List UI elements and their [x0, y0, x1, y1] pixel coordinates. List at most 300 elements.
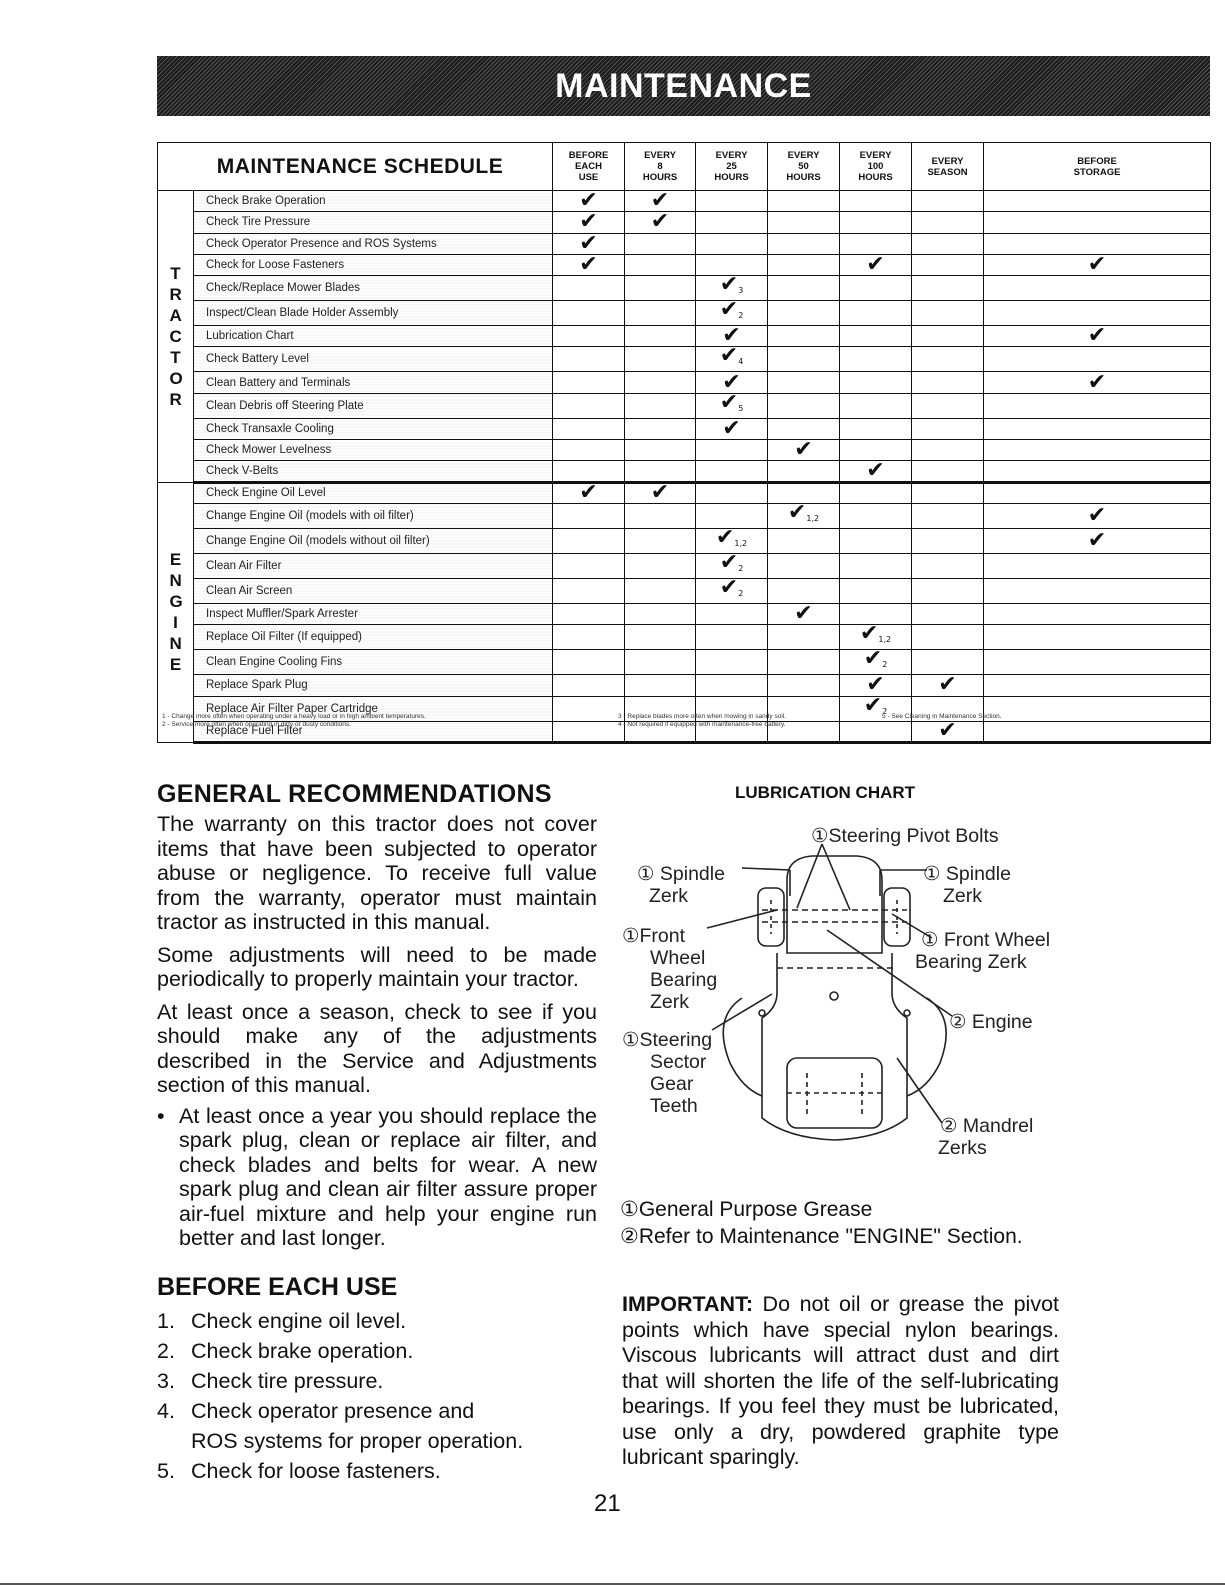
schedule-cell: [912, 254, 984, 275]
schedule-cell: [912, 191, 984, 212]
schedule-cell: [984, 528, 1211, 553]
schedule-cell: [696, 212, 768, 233]
legend-refer-engine: ②Refer to Maintenance "ENGINE" Section.: [620, 1225, 1023, 1248]
label-mandrel-1: ② Mandrel: [940, 1115, 1034, 1137]
schedule-cell: [912, 393, 984, 418]
schedule-cell: [984, 696, 1211, 721]
schedule-cell: [768, 212, 840, 233]
column-header-line: HOURS: [642, 172, 678, 183]
footnote-ref: 2: [738, 311, 744, 321]
footnote-ref: 1,2: [734, 538, 748, 548]
check-mark-icon: [1088, 528, 1106, 553]
schedule-cell: [553, 347, 625, 372]
schedule-cell: [696, 650, 768, 675]
schedule-cell: [768, 372, 840, 393]
list-item-text: Check tire pressure.: [191, 1368, 384, 1393]
schedule-cell: [625, 675, 696, 696]
group-label: [158, 482, 194, 742]
schedule-cell: [553, 326, 625, 347]
schedule-cell: [553, 696, 625, 721]
schedule-cell: [768, 254, 840, 275]
task-name: Check/Replace Mower Blades: [194, 276, 553, 301]
list-item-text: Check operator presence and: [191, 1398, 475, 1423]
task-name: Change Engine Oil (models with oil filter): [194, 503, 553, 528]
check-mark-glyph: ✔: [1087, 252, 1107, 278]
schedule-cell: [696, 191, 768, 212]
footnotes-left: [162, 713, 426, 729]
schedule-cell: [625, 578, 696, 603]
schedule-cell: [912, 212, 984, 233]
general-bullet: [157, 1104, 597, 1251]
list-item-text: Check engine oil level.: [191, 1308, 407, 1333]
check-mark-icon: [794, 601, 812, 626]
schedule-cell: [840, 393, 912, 418]
label-steering-pivot-bolts: ①Steering Pivot Bolts: [811, 825, 999, 847]
check-mark-icon: [866, 252, 884, 277]
schedule-cell: [984, 553, 1211, 578]
group-label-text: TRACTOR: [169, 263, 183, 409]
schedule-cell: [696, 389, 768, 418]
check-mark-glyph: ✔: [719, 574, 739, 600]
schedule-row: [158, 528, 1211, 553]
schedule-cell: [912, 233, 984, 254]
column-header-line: BEFORE: [1077, 155, 1117, 167]
footnote-ref: 2: [882, 706, 888, 716]
schedule-cell: [696, 574, 768, 603]
important-label: IMPORTANT:: [622, 1292, 753, 1316]
schedule-cell: [553, 276, 625, 301]
schedule-cell: [768, 301, 840, 326]
schedule-row: [158, 254, 1211, 275]
footnote-ref: 1,2: [806, 513, 820, 523]
schedule-cell: [625, 503, 696, 528]
schedule-cell: [696, 625, 768, 650]
schedule-cell: [625, 326, 696, 347]
schedule-cell: [553, 503, 625, 528]
check-mark-glyph: ✔: [722, 369, 741, 395]
schedule-cell: [840, 646, 912, 675]
lubrication-chart-title: LUBRICATION CHART: [735, 783, 916, 802]
schedule-cell: [625, 528, 696, 553]
schedule-row: [158, 212, 1211, 233]
page-number: 21: [594, 1490, 621, 1517]
check-mark-glyph: ✔: [579, 480, 598, 506]
schedule-cell: [768, 393, 840, 418]
check-mark-glyph: ✔: [859, 621, 879, 647]
check-mark-glyph: ✔: [650, 480, 670, 506]
check-mark-glyph: ✔: [866, 252, 885, 278]
list-item-text: Check for loose fasteners.: [191, 1458, 441, 1483]
schedule-cell: [696, 461, 768, 482]
schedule-cell: [553, 603, 625, 624]
schedule-cell: [768, 578, 840, 603]
schedule-cell: [984, 212, 1211, 233]
label-front-wheel-right-2: Bearing Zerk: [915, 951, 1027, 973]
schedule-cell: [984, 393, 1211, 418]
schedule-cell: [696, 482, 768, 503]
schedule-cell: [984, 650, 1211, 675]
column-header-line: EVERY: [859, 150, 892, 161]
check-mark-glyph: ✔: [722, 415, 741, 441]
label-engine: ② Engine: [949, 1011, 1033, 1033]
schedule-cell: [840, 347, 912, 372]
schedule-column-header: [696, 143, 768, 191]
schedule-column-header: [625, 143, 696, 191]
task-name: Check V-Belts: [194, 461, 553, 482]
check-mark-glyph: ✔: [650, 188, 670, 214]
task-name: Replace Spark Plug: [194, 675, 553, 696]
footnote-ref: 2: [738, 563, 744, 573]
label-front-wheel-right-1: ① Front Wheel: [921, 929, 1051, 951]
check-mark-icon: [938, 718, 956, 743]
schedule-cell: [625, 393, 696, 418]
group-label: [158, 191, 194, 483]
schedule-cell: [912, 625, 984, 650]
schedule-row: [158, 440, 1211, 461]
schedule-row: [158, 603, 1211, 624]
schedule-cell: [984, 276, 1211, 301]
schedule-row: [158, 191, 1211, 212]
label-steering-3: Gear: [650, 1073, 694, 1095]
schedule-cell: [553, 675, 625, 696]
list-item: [157, 1336, 597, 1366]
schedule-cell: [696, 415, 768, 441]
schedule-cell: [840, 326, 912, 347]
bullet-text: At least once a year you should replace the spark plug, clean or replace air filter, and check blades and belts for wear. A new spark plug and clean air filter assure proper air-fuel mixture and help your engine run better and last longer.: [179, 1103, 597, 1250]
schedule-cell: [912, 528, 984, 553]
check-mark-icon: [1088, 323, 1106, 348]
task-name: Lubrication Chart: [194, 326, 553, 347]
task-name: Inspect/Clean Blade Holder Assembly: [194, 301, 553, 326]
schedule-cell: [625, 625, 696, 650]
task-name: Clean Battery and Terminals: [194, 372, 553, 393]
check-mark-icon: [722, 416, 740, 441]
schedule-cell: [696, 297, 768, 326]
check-mark-glyph: ✔: [722, 323, 741, 349]
schedule-cell: [768, 191, 840, 212]
schedule-cell: [912, 650, 984, 675]
footnotes-middle: [618, 713, 786, 729]
schedule-cell: [912, 372, 984, 393]
list-item-number: 1.: [157, 1308, 175, 1333]
schedule-cell: [768, 601, 840, 627]
label-front-wheel-left-2: Wheel: [650, 947, 706, 969]
maintenance-banner: [157, 56, 1210, 116]
schedule-cell: [984, 675, 1211, 696]
label-front-wheel-left-4: Zerk: [650, 991, 689, 1013]
column-header-line: 25: [726, 161, 737, 172]
footnote-4: 4 - Not required if equipped with maintenance-free battery.: [618, 721, 786, 728]
list-item: [157, 1396, 597, 1426]
schedule-cell: [840, 578, 912, 603]
schedule-cell: [840, 301, 912, 326]
schedule-cell: [840, 372, 912, 393]
check-mark-glyph: ✔: [863, 692, 883, 718]
schedule-cell: [984, 369, 1211, 395]
schedule-cell: [984, 347, 1211, 372]
list-item: [157, 1366, 597, 1396]
check-mark-icon: [866, 458, 884, 483]
schedule-cell: [912, 347, 984, 372]
footnote-ref: 5: [738, 403, 744, 413]
column-header-line: 50: [798, 161, 809, 172]
check-mark-glyph: ✔: [863, 646, 883, 672]
schedule-row: [158, 482, 1211, 503]
footnote-2: 2 - Service more often when operating in dirty or dusty conditions.: [162, 721, 351, 728]
check-mark-icon: [720, 390, 744, 415]
schedule-cell: [912, 301, 984, 326]
schedule-cell: [840, 212, 912, 233]
schedule-cell: [553, 578, 625, 603]
schedule-cell: [984, 252, 1211, 278]
footnote-ref: 3: [738, 286, 744, 296]
important-note: [622, 1292, 1059, 1471]
check-mark-glyph: ✔: [719, 549, 739, 575]
schedule-cell: [840, 276, 912, 301]
schedule-row: [158, 418, 1211, 439]
footnote-ref: 2: [738, 588, 744, 598]
group-label-text: ENGINE: [169, 550, 183, 675]
schedule-cell: [553, 393, 625, 418]
footnotes-right: [882, 713, 1002, 721]
schedule-cell: [553, 461, 625, 482]
schedule-row: [158, 461, 1211, 482]
task-name: Clean Air Filter: [194, 553, 553, 578]
schedule-cell: [840, 553, 912, 578]
schedule-cell: [768, 499, 840, 528]
check-mark-glyph: ✔: [938, 718, 957, 744]
schedule-cell: [553, 440, 625, 461]
before-each-use-list: [157, 1306, 597, 1486]
schedule-cell: [625, 276, 696, 301]
schedule-cell: [984, 603, 1211, 624]
check-mark-icon: [579, 252, 597, 277]
check-mark-glyph: ✔: [1087, 502, 1107, 528]
task-name: Clean Engine Cooling Fins: [194, 650, 553, 675]
check-mark-icon: [1088, 370, 1106, 395]
schedule-cell: [553, 418, 625, 439]
check-mark-glyph: ✔: [719, 297, 739, 323]
check-mark-glyph: ✔: [579, 188, 598, 214]
task-name: Clean Air Screen: [194, 578, 553, 603]
check-mark-icon: [651, 209, 669, 234]
schedule-title: MAINTENANCE SCHEDULE: [158, 143, 553, 191]
schedule-cell: [553, 721, 625, 742]
schedule-cell: [984, 323, 1211, 349]
schedule-row: [158, 503, 1211, 528]
check-mark-glyph: ✔: [719, 389, 739, 415]
important-text: Do not oil or grease the pivot points which have special nylon bearings. Viscous lubricants will attract dust and dirt that will shorten the life of the self-lubricating bearings. If you feel they must be lubricated, use only a dry, powdered graphite type lubricant sparingly.: [622, 1292, 1059, 1469]
list-item-text: ROS systems for proper operation.: [191, 1428, 524, 1453]
list-item: [157, 1306, 597, 1336]
schedule-cell: [984, 503, 1211, 528]
check-mark-glyph: ✔: [1087, 323, 1107, 349]
check-mark-icon: [794, 437, 812, 462]
check-mark-glyph: ✔: [650, 209, 670, 235]
column-header-line: HOURS: [858, 172, 893, 183]
schedule-cell: [625, 461, 696, 482]
schedule-cell: [840, 503, 912, 528]
task-name: Check Engine Oil Level: [194, 482, 553, 503]
check-mark-icon: [720, 575, 744, 600]
schedule-cell: [912, 672, 984, 698]
schedule-row: [158, 650, 1211, 675]
check-mark-icon: [1088, 252, 1106, 277]
general-paragraph-2: Some adjustments will need to be made periodically to properly maintain your tractor.: [157, 942, 597, 991]
schedule-column-header: [768, 143, 840, 191]
task-name: Check Transaxle Cooling: [194, 418, 553, 439]
schedule-row: [158, 372, 1211, 393]
schedule-cell: [912, 461, 984, 482]
check-mark-glyph: ✔: [579, 230, 598, 256]
schedule-cell: [625, 233, 696, 254]
list-item-number: 4.: [157, 1398, 175, 1423]
schedule-cell: [984, 301, 1211, 326]
schedule-cell: [553, 301, 625, 326]
schedule-cell: [912, 603, 984, 624]
task-name: Replace Fuel Filter: [194, 721, 553, 742]
column-header-line: 8: [657, 161, 663, 172]
check-mark-icon: [864, 646, 888, 671]
check-mark-icon: [651, 480, 669, 505]
schedule-cell: [768, 675, 840, 696]
schedule-cell: [768, 233, 840, 254]
column-header-line: BEFORE: [568, 150, 609, 161]
list-item-number: [157, 1426, 191, 1456]
schedule-row: [158, 625, 1211, 650]
schedule-cell: [625, 553, 696, 578]
schedule-cell: [768, 528, 840, 553]
schedule-cell: [696, 675, 768, 696]
check-mark-glyph: ✔: [579, 209, 598, 235]
general-heading: GENERAL RECOMMENDATIONS: [157, 780, 552, 808]
check-mark-glyph: ✔: [579, 252, 598, 278]
check-mark-icon: [860, 621, 891, 646]
schedule-cell: [768, 553, 840, 578]
general-paragraph-3: At least once a season, check to see if you should make any of the adjustments described in the Service and Adjustments section of this manual.: [157, 999, 597, 1097]
schedule-cell: [553, 372, 625, 393]
schedule-cell: [840, 721, 912, 742]
schedule-row: [158, 393, 1211, 418]
schedule-column-header: [984, 143, 1211, 191]
list-item-text: Check brake operation.: [191, 1338, 414, 1363]
schedule-cell: [984, 721, 1211, 742]
schedule-cell: [912, 553, 984, 578]
schedule-cell: [984, 482, 1211, 503]
task-name: Check Tire Pressure: [194, 212, 553, 233]
check-mark-icon: [720, 297, 744, 322]
general-paragraph-1: The warranty on this tractor does not cover items that have been subjected to operator abuse or negligence. To receive full value from the warranty, operator must maintain tractor as instructed in this manual.: [157, 812, 597, 934]
schedule-cell: [696, 343, 768, 372]
label-mandrel-2: Zerks: [938, 1137, 987, 1159]
schedule-column-header: [912, 143, 984, 191]
schedule-cell: [553, 553, 625, 578]
schedule-cell: [768, 276, 840, 301]
schedule-cell: [625, 440, 696, 461]
schedule-cell: [912, 578, 984, 603]
task-name: Check Brake Operation: [194, 191, 553, 212]
schedule-cell: [912, 326, 984, 347]
label-steering-1: ①Steering: [622, 1029, 713, 1051]
schedule-column-header: [840, 143, 912, 191]
check-mark-glyph: ✔: [787, 499, 807, 525]
schedule-cell: [840, 418, 912, 439]
label-left-spindle-1: ① Spindle: [637, 863, 725, 885]
schedule-cell: [768, 437, 840, 463]
schedule-cell: [696, 233, 768, 254]
schedule-cell: [625, 480, 696, 506]
lubrication-legend: [620, 1196, 1023, 1250]
footnote-ref: 2: [882, 660, 888, 670]
schedule-cell: [984, 440, 1211, 461]
schedule-table: [157, 142, 1211, 744]
before-each-use-heading: BEFORE EACH USE: [157, 1272, 398, 1301]
task-name: Check Operator Presence and ROS Systems: [194, 233, 553, 254]
schedule-cell: [553, 650, 625, 675]
label-front-wheel-left-3: Bearing: [650, 969, 718, 991]
schedule-row: [158, 326, 1211, 347]
schedule-cell: [912, 418, 984, 439]
check-mark-icon: [579, 480, 597, 505]
column-header-line: SEASON: [927, 166, 968, 178]
footnote-ref: 1,2: [878, 635, 892, 645]
column-header-line: HOURS: [786, 172, 821, 183]
schedule-cell: [625, 209, 696, 235]
label-left-spindle-2: Zerk: [649, 885, 688, 907]
task-name: Check Mower Levelness: [194, 440, 553, 461]
column-header-line: STORAGE: [1073, 166, 1121, 178]
maintenance-schedule: [157, 142, 1210, 744]
schedule-cell: [625, 301, 696, 326]
legend-general-grease: ①General Purpose Grease: [620, 1198, 873, 1221]
label-steering-4: Teeth: [650, 1095, 698, 1117]
column-header-line: USE: [578, 172, 599, 183]
schedule-cell: [912, 482, 984, 503]
check-mark-icon: [720, 550, 744, 575]
schedule-cell: [696, 440, 768, 461]
schedule-cell: [912, 276, 984, 301]
check-mark-icon: [1088, 503, 1106, 528]
schedule-cell: [984, 578, 1211, 603]
schedule-cell: [840, 482, 912, 503]
check-mark-glyph: ✔: [866, 458, 885, 484]
task-name: Check for Loose Fasteners: [194, 254, 553, 275]
column-header-line: EACH: [575, 161, 602, 172]
schedule-cell: [984, 461, 1211, 482]
task-name: Change Engine Oil (models without oil filter): [194, 528, 553, 553]
schedule-cell: [984, 191, 1211, 212]
schedule-cell: [553, 252, 625, 278]
schedule-cell: [625, 650, 696, 675]
check-mark-glyph: ✔: [866, 672, 885, 698]
schedule-row: [158, 578, 1211, 603]
schedule-cell: [768, 650, 840, 675]
schedule-cell: [696, 603, 768, 624]
list-item: [157, 1456, 597, 1486]
schedule-cell: [768, 347, 840, 372]
schedule-cell: [912, 718, 984, 744]
schedule-column-header: [553, 143, 625, 191]
schedule-cell: [553, 480, 625, 506]
footnote-ref: 4: [738, 357, 744, 367]
check-mark-icon: [788, 500, 819, 525]
task-name: Clean Debris off Steering Plate: [194, 393, 553, 418]
check-mark-glyph: ✔: [715, 524, 735, 550]
schedule-row: [158, 675, 1211, 696]
footnote-5: 5 - See Cleaning in Maintenance Section.: [882, 713, 1002, 720]
check-mark-icon: [720, 272, 744, 297]
check-mark-icon: [720, 343, 744, 368]
